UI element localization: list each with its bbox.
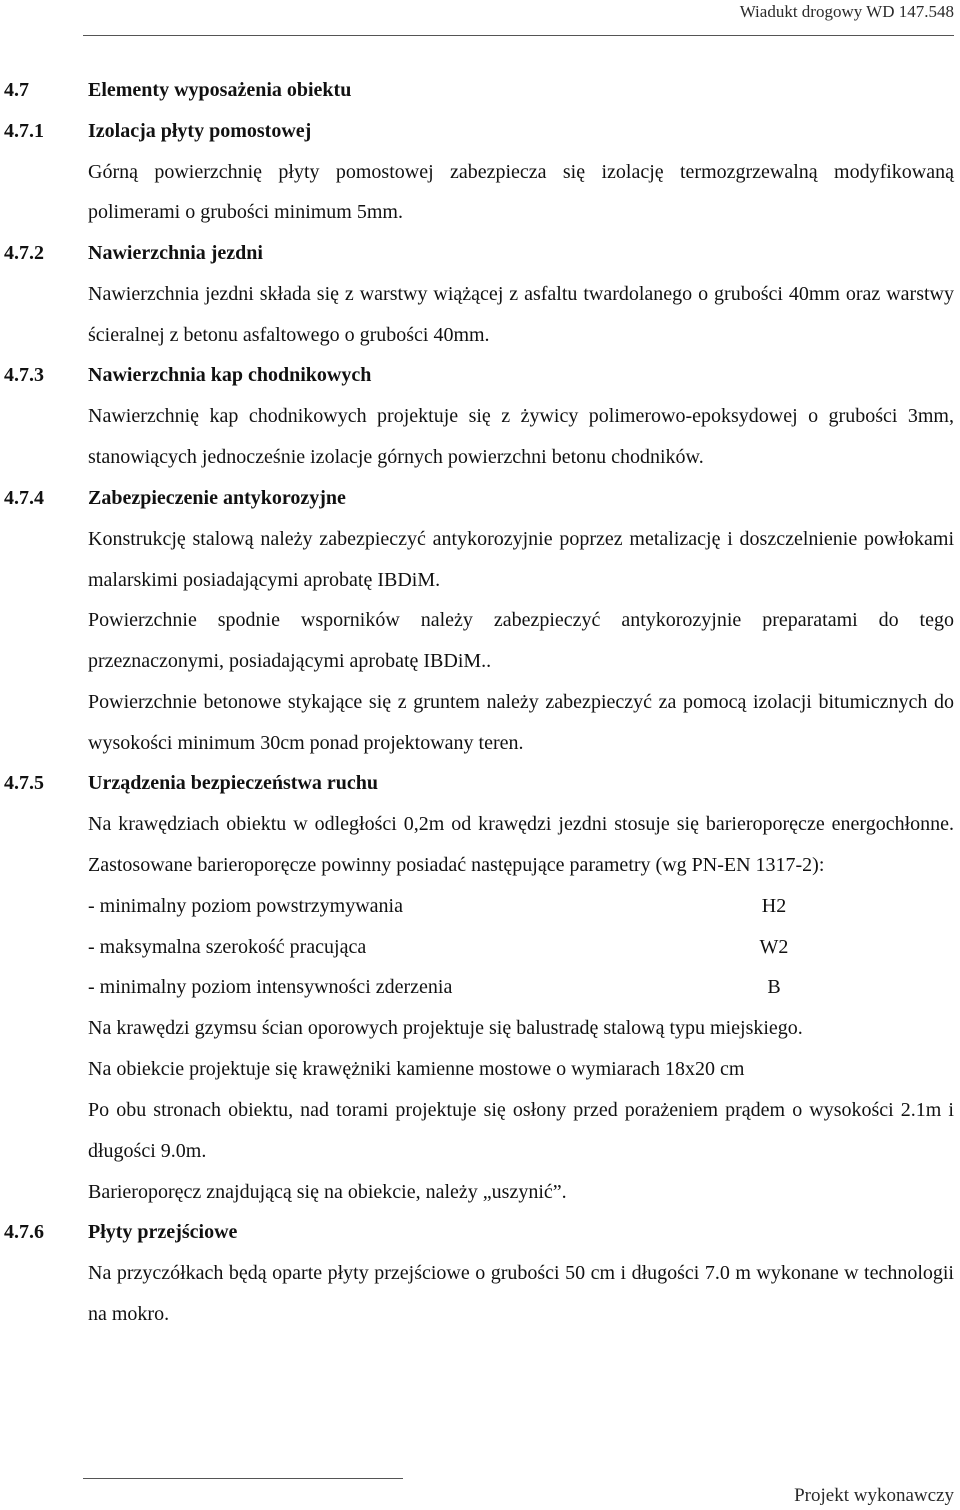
subsection-title: Urządzenia bezpieczeństwa ruchu: [88, 772, 378, 795]
spec-label: - maksymalna szerokość pracująca: [88, 935, 367, 958]
subsection-heading-4-7-3: [4, 356, 954, 397]
subsection-heading-4-7-6: [4, 1212, 954, 1253]
section-heading: [4, 70, 954, 111]
paragraph: Nawierzchnię kap chodnikowych projektuje się z żywicy polimerowo-epoksydowej o grubości 3mm, stanowiących jednocześnie izolacje górnych powierzchni betonu chodników.: [88, 405, 954, 469]
page-header: Wiadukt drogowy WD 147.548: [739, 2, 954, 21]
spec-label: - minimalny poziom powstrzymywania: [88, 894, 403, 917]
subsection-number: 4.7.6: [4, 1221, 44, 1244]
subsection-heading-4-7-1: [4, 111, 954, 152]
spec-value: W2: [759, 935, 789, 958]
subsection-title: Zabezpieczenie antykorozyjne: [88, 486, 346, 509]
subsection-number: 4.7.1: [4, 119, 44, 142]
section-number: 4.7: [4, 78, 29, 101]
subsection-title: Izolacja płyty pomostowej: [88, 119, 312, 142]
subsection-heading-4-7-5: [4, 764, 954, 805]
header-rule: [83, 35, 954, 36]
document-body: [4, 70, 954, 1335]
paragraph: Konstrukcję stalową należy zabezpieczyć antykorozyjnie poprzez metalizację i doszczelnienie powłokami malarskimi posiadającymi aprobatę IBDiM.: [88, 527, 954, 591]
subsection-title: Nawierzchnia kap chodnikowych: [88, 364, 372, 387]
paragraph: Na krawędzi gzymsu ścian oporowych projektuje się balustradę stalową typu miejskiego.: [88, 1017, 803, 1040]
paragraph: Barieroporęcz znajdującą się na obiekcie, należy „uszynić”.: [88, 1180, 567, 1203]
page-footer: Projekt wykonawczy: [794, 1485, 954, 1506]
subsection-heading-4-7-2: [4, 233, 954, 274]
subsection-number: 4.7.3: [4, 364, 44, 387]
paragraph: Górną powierzchnię płyty pomostowej zabezpiecza się izolację termozgrzewalną modyfikowaną polimerami o grubości minimum 5mm.: [88, 160, 954, 224]
spec-label: - minimalny poziom intensywności zderzenia: [88, 976, 453, 999]
spec-row: [88, 968, 954, 1009]
spec-row: [88, 927, 954, 968]
footer-rule: [83, 1478, 403, 1479]
paragraph: Na krawędziach obiektu w odległości 0,2m od krawędzi jezdni stosuje się barieroporęcze energochłonne. Zastosowane barieroporęcze powinny posiadać następujące parametry (wg PN-EN 1317-2):: [88, 813, 954, 877]
subsection-number: 4.7.4: [4, 486, 44, 509]
spec-value: H2: [761, 894, 787, 917]
subsection-number: 4.7.5: [4, 772, 44, 795]
paragraph: Po obu stronach obiektu, nad torami projektuje się osłony przed porażeniem prądem o wysokości 2.1m i długości 9.0m.: [88, 1098, 954, 1162]
paragraph: Powierzchnie betonowe stykające się z gruntem należy zabezpieczyć za pomocą izolacji bitumicznych do wysokości minimum 30cm ponad projektowany teren.: [88, 690, 954, 754]
spec-value: B: [767, 976, 781, 999]
subsection-title: Nawierzchnia jezdni: [88, 242, 263, 265]
paragraph: Nawierzchnia jezdni składa się z warstwy wiążącej z asfaltu twardolanego o grubości 40mm oraz warstwy ścieralnej z betonu asfaltowego o grubości 40mm.: [88, 282, 954, 346]
paragraph: Na przyczółkach będą oparte płyty przejściowe o grubości 50 cm i długości 7.0 m wykonane w technologii na mokro.: [88, 1262, 954, 1325]
paragraph: Powierzchnie spodnie wsporników należy zabezpieczyć antykorozyjnie preparatami do tego przeznaczonymi, posiadającymi aprobatę IBDiM..: [88, 609, 954, 673]
paragraph: Na obiekcie projektuje się krawężniki kamienne mostowe o wymiarach 18x20 cm: [88, 1058, 745, 1081]
subsection-title: Płyty przejściowe: [88, 1221, 238, 1244]
section-title: Elementy wyposażenia obiektu: [88, 78, 352, 101]
subsection-heading-4-7-4: [4, 478, 954, 519]
spec-row: [88, 886, 954, 927]
subsection-number: 4.7.2: [4, 242, 44, 265]
